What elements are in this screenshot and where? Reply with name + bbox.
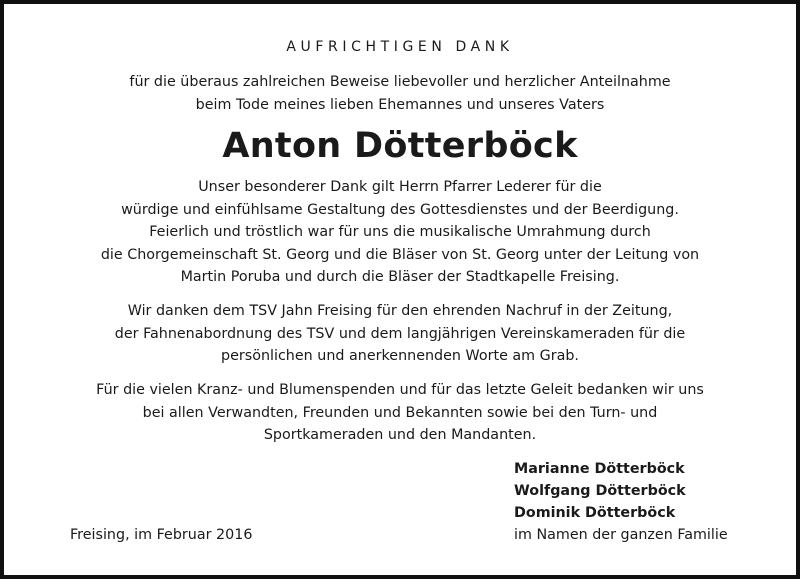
signature-block (514, 458, 728, 546)
signer-name: Wolfgang Dötterböck (514, 483, 686, 499)
paragraph-line: Unser besonderer Dank gilt Herrn Pfarrer Lederer für die (198, 179, 602, 195)
paragraph-line: Martin Poruba und durch die Bläser der Stadtkapelle Freising. (180, 269, 620, 285)
intro-paragraph (4, 71, 796, 116)
intro-line: beim Tode meines lieben Ehemannes und unseres Vaters (195, 96, 605, 113)
paragraph-line: Für die vielen Kranz- und Blumenspenden und für das letzte Geleit bedanken wir uns (96, 382, 704, 398)
obituary-thank-you-notice (4, 4, 796, 575)
paragraph-line: der Fahnenabordnung des TSV und dem langjährigen Vereinskameraden für die (114, 325, 686, 342)
paragraph-line: würdige und einfühlsame Gestaltung des Gottesdienstes und der Beerdigung. (121, 201, 679, 218)
paragraph-line: Sportkameraden und den Mandanten. (263, 427, 537, 443)
notice-heading: AUFRICHTIGEN DANK (286, 39, 514, 55)
paragraph-line: die Chorgemeinschaft St. Georg und die Bläser von St. Georg unter der Leitung von (100, 246, 700, 263)
paragraph-line: Feierlich und tröstlich war für uns die musikalische Umrahmung durch (149, 224, 651, 240)
thanks-paragraph-club (4, 300, 796, 368)
paragraph-line: persönlichen und anerkennenden Worte am Grab. (221, 348, 579, 364)
place-and-date: Freising, im Februar 2016 (70, 527, 253, 543)
paragraph-line: bei allen Verwandten, Freunden und Bekannten sowie bei den Turn- und (142, 404, 658, 421)
thanks-paragraph-clergy-music (4, 176, 796, 289)
intro-line: für die überaus zahlreichen Beweise liebevoller und herzlicher Anteilnahme (129, 74, 671, 90)
deceased-name: Anton Dötterböck (222, 126, 578, 166)
signer-name: Dominik Dötterböck (514, 505, 676, 521)
paragraph-line: Wir danken dem TSV Jahn Freising für den ehrenden Nachruf in der Zeitung, (127, 303, 673, 319)
signer-name: Marianne Dötterböck (514, 461, 685, 477)
thanks-paragraph-flowers (4, 379, 796, 447)
family-note: im Namen der ganzen Familie (514, 527, 728, 543)
